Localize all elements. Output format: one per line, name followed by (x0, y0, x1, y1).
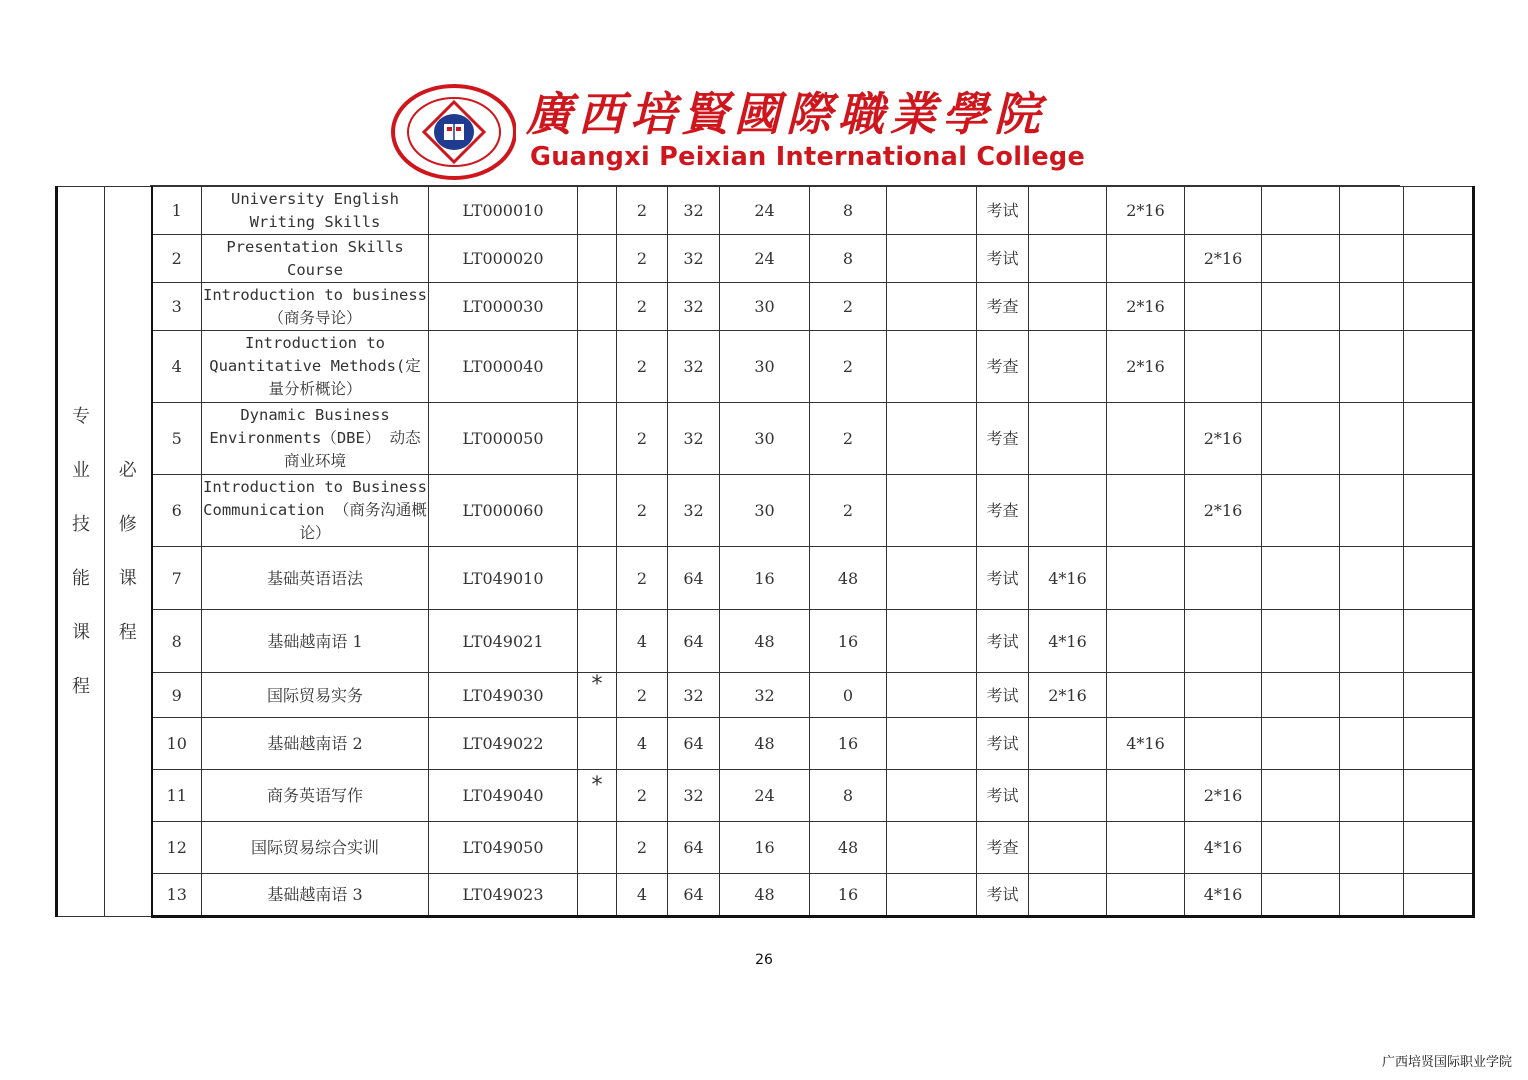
theory-hours-cell: 16 (720, 822, 810, 874)
semester-3-cell (1185, 610, 1262, 673)
course-code-cell: LT049021 (429, 610, 578, 673)
semester-5-cell (1340, 718, 1404, 770)
semester-4-cell (1262, 475, 1340, 547)
semester-6-cell (1404, 403, 1474, 475)
credits-cell: 2 (617, 235, 668, 283)
course-name-cell: 商务英语写作 (202, 770, 429, 822)
theory-hours-cell: 30 (720, 331, 810, 403)
course-number-cell: 12 (152, 822, 202, 874)
semester-4-cell (1262, 547, 1340, 610)
semester-3-cell: 2*16 (1185, 403, 1262, 475)
total-hours-cell: 32 (668, 673, 720, 718)
semester-1-cell (1029, 187, 1107, 235)
theory-hours-cell: 30 (720, 283, 810, 331)
theory-hours-cell: 16 (720, 547, 810, 610)
subcategory-cell (105, 187, 152, 917)
extra-cell-cell (887, 610, 977, 673)
semester-2-cell (1107, 610, 1185, 673)
table-row (57, 235, 1474, 283)
practice-hours-cell: 48 (810, 547, 887, 610)
course-table-wrapper (55, 186, 1475, 918)
semester-2-cell (1107, 547, 1185, 610)
extra-cell-cell (887, 673, 977, 718)
semester-2-cell (1107, 475, 1185, 547)
semester-5-cell (1340, 673, 1404, 718)
semester-4-cell (1262, 822, 1340, 874)
credits-cell: 2 (617, 822, 668, 874)
course-number-cell: 7 (152, 547, 202, 610)
total-hours-cell: 32 (668, 283, 720, 331)
table-row (57, 475, 1474, 547)
category-cell (57, 187, 105, 917)
total-hours-cell: 32 (668, 187, 720, 235)
semester-1-cell (1029, 403, 1107, 475)
course-name-cell: 国际贸易实务 (202, 673, 429, 718)
semester-5-cell (1340, 283, 1404, 331)
semester-5-cell (1340, 610, 1404, 673)
subcategory-char: 程 (118, 621, 137, 643)
core-mark-cell (578, 547, 617, 610)
course-code-cell: LT000020 (429, 235, 578, 283)
semester-6-cell (1404, 874, 1474, 917)
semester-1-cell (1029, 475, 1107, 547)
semester-2-cell (1107, 822, 1185, 874)
subcategory-char: 必 (118, 459, 137, 481)
core-course-star: * (591, 672, 603, 697)
semester-4-cell (1262, 874, 1340, 917)
course-code-cell: LT000050 (429, 403, 578, 475)
extra-cell-cell (887, 770, 977, 822)
category-char: 专 (72, 405, 90, 427)
semester-6-cell (1404, 718, 1474, 770)
category-char: 技 (72, 513, 90, 535)
course-number-cell: 2 (152, 235, 202, 283)
semester-1-cell (1029, 822, 1107, 874)
course-table (55, 186, 1475, 918)
semester-4-cell (1262, 770, 1340, 822)
course-number-cell: 9 (152, 673, 202, 718)
theory-hours-cell: 24 (720, 770, 810, 822)
course-number-cell: 5 (152, 403, 202, 475)
course-number-cell: 1 (152, 187, 202, 235)
assessment-type-cell: 考查 (977, 283, 1029, 331)
category-char: 课 (72, 621, 90, 643)
footer-college-name: 广西培贤国际职业学院 (1381, 1055, 1512, 1070)
semester-3-cell (1185, 331, 1262, 403)
course-code-cell: LT000030 (429, 283, 578, 331)
semester-1-cell: 4*16 (1029, 547, 1107, 610)
practice-hours-cell: 16 (810, 874, 887, 917)
assessment-type-cell: 考试 (977, 235, 1029, 283)
semester-5-cell (1340, 235, 1404, 283)
core-mark-cell (578, 475, 617, 547)
practice-hours-cell: 0 (810, 673, 887, 718)
assessment-type-cell: 考查 (977, 475, 1029, 547)
semester-5-cell (1340, 187, 1404, 235)
theory-hours-cell: 24 (720, 235, 810, 283)
semester-5-cell (1340, 770, 1404, 822)
course-name-cell: Introduction to Quantitative Methods(定量分析概论） (202, 331, 429, 403)
semester-5-cell (1340, 331, 1404, 403)
core-mark-cell (578, 770, 617, 822)
table-row (57, 331, 1474, 403)
semester-2-cell: 2*16 (1107, 331, 1185, 403)
table-row (57, 283, 1474, 331)
semester-4-cell (1262, 673, 1340, 718)
assessment-type-cell: 考查 (977, 822, 1029, 874)
semester-3-cell (1185, 673, 1262, 718)
core-mark-cell (578, 610, 617, 673)
semester-5-cell (1340, 547, 1404, 610)
credits-cell: 4 (617, 610, 668, 673)
subcategory-char: 修 (118, 513, 137, 535)
theory-hours-cell: 48 (720, 610, 810, 673)
theory-hours-cell: 30 (720, 403, 810, 475)
practice-hours-cell: 8 (810, 770, 887, 822)
course-number-cell: 3 (152, 283, 202, 331)
course-name-cell: 国际贸易综合实训 (202, 822, 429, 874)
practice-hours-cell: 8 (810, 187, 887, 235)
course-code-cell: LT000060 (429, 475, 578, 547)
subcategory-char: 课 (118, 567, 137, 589)
core-mark-cell (578, 718, 617, 770)
assessment-type-cell: 考试 (977, 770, 1029, 822)
core-course-star: * (591, 772, 603, 798)
practice-hours-cell: 2 (810, 403, 887, 475)
semester-6-cell (1404, 547, 1474, 610)
table-row (57, 610, 1474, 673)
credits-cell: 2 (617, 770, 668, 822)
semester-2-cell (1107, 673, 1185, 718)
extra-cell-cell (887, 403, 977, 475)
theory-hours-cell: 32 (720, 673, 810, 718)
course-name-cell: Dynamic Business Environments（DBE） 动态商业环境 (202, 403, 429, 475)
course-number-cell: 8 (152, 610, 202, 673)
credits-cell: 2 (617, 331, 668, 403)
semester-6-cell (1404, 331, 1474, 403)
extra-cell-cell (887, 283, 977, 331)
practice-hours-cell: 2 (810, 475, 887, 547)
semester-5-cell (1340, 403, 1404, 475)
semester-4-cell (1262, 187, 1340, 235)
course-number-cell: 13 (152, 874, 202, 917)
semester-6-cell (1404, 822, 1474, 874)
core-mark-cell (578, 331, 617, 403)
semester-1-cell (1029, 331, 1107, 403)
practice-hours-cell: 16 (810, 610, 887, 673)
assessment-type-cell: 考试 (977, 874, 1029, 917)
course-code-cell: LT049040 (429, 770, 578, 822)
total-hours-cell: 32 (668, 403, 720, 475)
course-name-cell: Introduction to Business Communication （商务沟通概论） (202, 475, 429, 547)
semester-1-cell: 2*16 (1029, 673, 1107, 718)
semester-5-cell (1340, 874, 1404, 917)
semester-3-cell (1185, 547, 1262, 610)
course-name-cell: 基础越南语 3 (202, 874, 429, 917)
semester-4-cell (1262, 610, 1340, 673)
table-row (57, 874, 1474, 917)
credits-cell: 4 (617, 874, 668, 917)
practice-hours-cell: 2 (810, 283, 887, 331)
semester-4-cell (1262, 403, 1340, 475)
semester-2-cell: 2*16 (1107, 187, 1185, 235)
semester-4-cell (1262, 235, 1340, 283)
core-mark-cell (578, 283, 617, 331)
semester-2-cell (1107, 235, 1185, 283)
total-hours-cell: 64 (668, 822, 720, 874)
course-name-cell: 基础英语语法 (202, 547, 429, 610)
semester-3-cell: 4*16 (1185, 822, 1262, 874)
core-mark-cell (578, 235, 617, 283)
extra-cell-cell (887, 547, 977, 610)
semester-1-cell (1029, 874, 1107, 917)
page-number: 26 (755, 952, 773, 968)
semester-6-cell (1404, 283, 1474, 331)
college-header (388, 84, 1128, 180)
semester-4-cell (1262, 718, 1340, 770)
semester-3-cell: 4*16 (1185, 874, 1262, 917)
core-mark-cell (578, 673, 617, 718)
credits-cell: 4 (617, 718, 668, 770)
course-code-cell: LT000010 (429, 187, 578, 235)
course-code-cell: LT049050 (429, 822, 578, 874)
table-row (57, 718, 1474, 770)
course-name-cell: Presentation Skills Course (202, 235, 429, 283)
category-char: 能 (72, 567, 90, 589)
semester-6-cell (1404, 235, 1474, 283)
semester-3-cell: 2*16 (1185, 770, 1262, 822)
semester-6-cell (1404, 770, 1474, 822)
table-row (57, 547, 1474, 610)
semester-3-cell (1185, 187, 1262, 235)
semester-5-cell (1340, 822, 1404, 874)
college-seal-logo (390, 84, 516, 180)
table-row (57, 187, 1474, 235)
theory-hours-cell: 48 (720, 718, 810, 770)
credits-cell: 2 (617, 403, 668, 475)
core-mark-cell (578, 822, 617, 874)
credits-cell: 2 (617, 673, 668, 718)
semester-1-cell: 4*16 (1029, 610, 1107, 673)
semester-4-cell (1262, 331, 1340, 403)
course-code-cell: LT049022 (429, 718, 578, 770)
total-hours-cell: 64 (668, 874, 720, 917)
extra-cell-cell (887, 187, 977, 235)
course-name-cell: 基础越南语 2 (202, 718, 429, 770)
credits-cell: 2 (617, 475, 668, 547)
semester-6-cell (1404, 475, 1474, 547)
extra-cell-cell (887, 718, 977, 770)
assessment-type-cell: 考试 (977, 187, 1029, 235)
extra-cell-cell (887, 822, 977, 874)
total-hours-cell: 32 (668, 331, 720, 403)
core-mark-cell (578, 187, 617, 235)
semester-2-cell (1107, 770, 1185, 822)
total-hours-cell: 64 (668, 718, 720, 770)
semester-3-cell: 2*16 (1185, 235, 1262, 283)
semester-1-cell (1029, 235, 1107, 283)
extra-cell-cell (887, 331, 977, 403)
semester-1-cell (1029, 770, 1107, 822)
semester-6-cell (1404, 610, 1474, 673)
college-name-chinese: 廣西培賢國際職業學院 (526, 87, 1046, 141)
semester-4-cell (1262, 283, 1340, 331)
semester-2-cell: 2*16 (1107, 283, 1185, 331)
assessment-type-cell: 考查 (977, 331, 1029, 403)
course-code-cell: LT000040 (429, 331, 578, 403)
course-code-cell: LT049010 (429, 547, 578, 610)
course-code-cell: LT049030 (429, 673, 578, 718)
semester-3-cell: 2*16 (1185, 475, 1262, 547)
table-row (57, 770, 1474, 822)
category-char: 业 (72, 459, 90, 481)
semester-3-cell (1185, 718, 1262, 770)
theory-hours-cell: 24 (720, 187, 810, 235)
extra-cell-cell (887, 874, 977, 917)
assessment-type-cell: 考查 (977, 403, 1029, 475)
extra-cell-cell (887, 235, 977, 283)
course-number-cell: 10 (152, 718, 202, 770)
total-hours-cell: 32 (668, 770, 720, 822)
semester-2-cell (1107, 403, 1185, 475)
total-hours-cell: 32 (668, 475, 720, 547)
semester-1-cell (1029, 283, 1107, 331)
semester-6-cell (1404, 673, 1474, 718)
semester-6-cell (1404, 187, 1474, 235)
semester-3-cell (1185, 283, 1262, 331)
core-mark-cell (578, 403, 617, 475)
practice-hours-cell: 8 (810, 235, 887, 283)
core-mark-cell (578, 874, 617, 917)
college-name-english: Guangxi Peixian International College (530, 142, 1086, 172)
course-name-cell: University English Writing Skills (202, 187, 429, 235)
theory-hours-cell: 30 (720, 475, 810, 547)
category-char: 程 (72, 675, 90, 697)
semester-5-cell (1340, 475, 1404, 547)
theory-hours-cell: 48 (720, 874, 810, 917)
practice-hours-cell: 2 (810, 331, 887, 403)
course-name-cell: Introduction to business（商务导论） (202, 283, 429, 331)
course-number-cell: 11 (152, 770, 202, 822)
assessment-type-cell: 考试 (977, 610, 1029, 673)
course-number-cell: 4 (152, 331, 202, 403)
table-row (57, 673, 1474, 718)
practice-hours-cell: 16 (810, 718, 887, 770)
total-hours-cell: 32 (668, 235, 720, 283)
assessment-type-cell: 考试 (977, 718, 1029, 770)
assessment-type-cell: 考试 (977, 673, 1029, 718)
table-row (57, 822, 1474, 874)
course-number-cell: 6 (152, 475, 202, 547)
total-hours-cell: 64 (668, 547, 720, 610)
table-row (57, 403, 1474, 475)
practice-hours-cell: 48 (810, 822, 887, 874)
semester-1-cell (1029, 718, 1107, 770)
extra-cell-cell (887, 475, 977, 547)
credits-cell: 2 (617, 547, 668, 610)
credits-cell: 2 (617, 283, 668, 331)
course-name-cell: 基础越南语 1 (202, 610, 429, 673)
assessment-type-cell: 考试 (977, 547, 1029, 610)
semester-2-cell (1107, 874, 1185, 917)
semester-2-cell: 4*16 (1107, 718, 1185, 770)
course-code-cell: LT049023 (429, 874, 578, 917)
credits-cell: 2 (617, 187, 668, 235)
total-hours-cell: 64 (668, 610, 720, 673)
